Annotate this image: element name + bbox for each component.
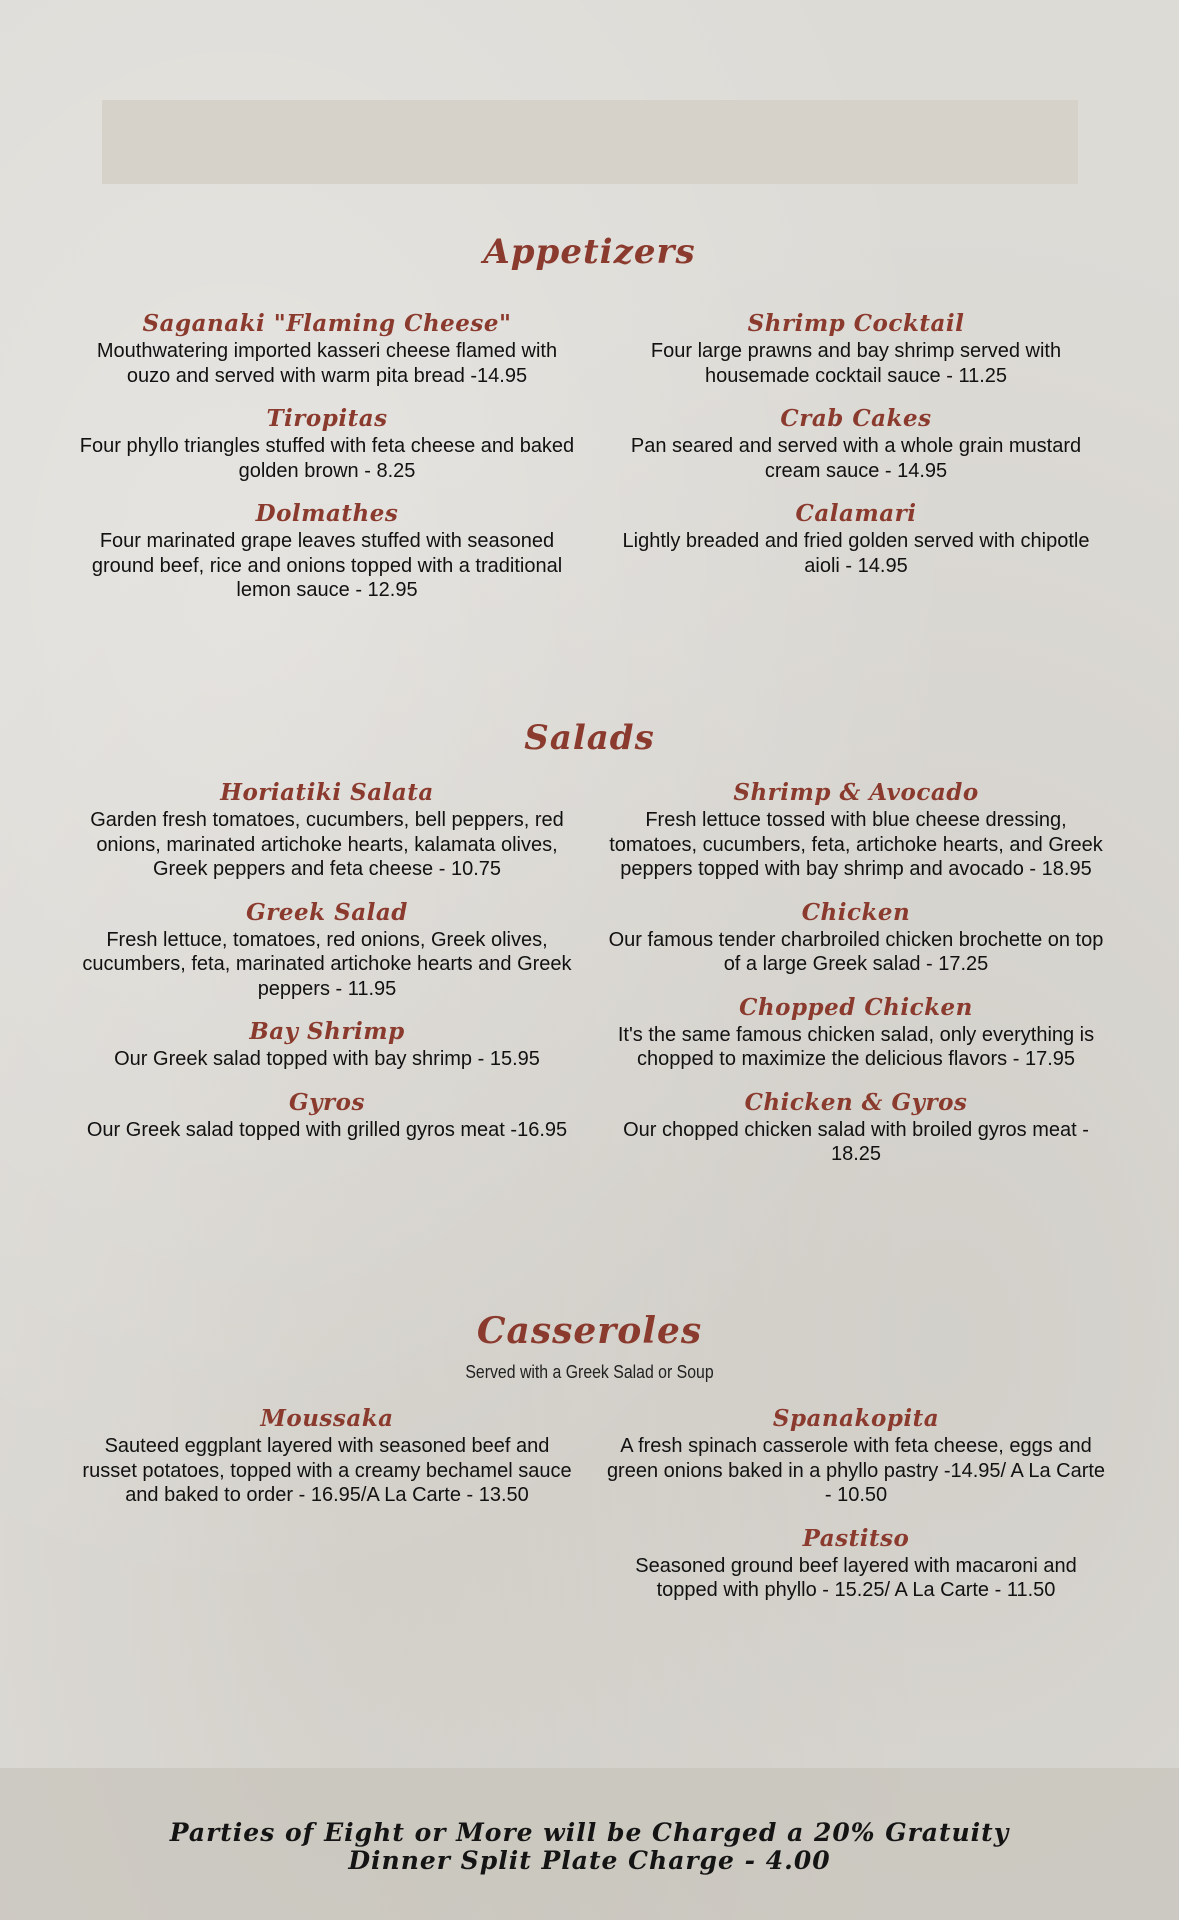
split-plate-charge: Dinner Split Plate Charge - 4.00 <box>348 1846 831 1875</box>
item-name: Chopped Chicken <box>739 993 973 1021</box>
item-description: Four phyllo triangles stuffed with feta cheese and baked golden brown - 8.25 <box>79 435 575 482</box>
item-name: Chicken <box>801 898 911 926</box>
menu-item <box>606 993 1106 1072</box>
item-description: Garden fresh tomatoes, cucumbers, bell peppers, red onions, marinated artichoke hearts, kalamata olives, Greek peppers and feta cheese - 10.75 <box>90 809 564 880</box>
item-description: Our Greek salad topped with bay shrimp - 15.95 <box>114 1048 540 1070</box>
item-description: Seasoned ground beef layered with macaroni and topped with phyllo - 15.25/ A La Carte - 11.50 <box>635 1554 1077 1601</box>
item-name: Moussaka <box>260 1405 394 1432</box>
gratuity-notice: Parties of Eight or More will be Charged a 20% Gratuity <box>169 1818 1010 1847</box>
item-description: A fresh spinach casserole with feta cheese, eggs and green onions baked in a phyllo pastry -14.95/ A La Carte - 10.50 <box>606 1435 1106 1506</box>
item-name: Spanakopita <box>772 1405 940 1432</box>
menu-item <box>606 1404 1106 1508</box>
item-name: Horiatiki Salata <box>220 779 434 806</box>
menu-item <box>77 898 577 1002</box>
salads-right-column <box>606 778 1106 1183</box>
item-description: Fresh lettuce, tomatoes, red onions, Greek olives, cucumbers, feta, marinated artichoke hearts and Greek peppers - 11.95 <box>82 928 572 1000</box>
item-description: Sauteed eggplant layered with seasoned beef and russet potatoes, topped with a creamy bechamel sauce and baked to order - 16.95/A La Carte - 13.50 <box>82 1435 572 1506</box>
item-description: Fresh lettuce tossed with blue cheese dressing, tomatoes, cucumbers, feta, artichoke hearts, and Greek peppers topped with bay shrimp and avocado - 18.95 <box>609 809 1103 880</box>
menu-item <box>606 309 1106 388</box>
menu-item <box>77 404 577 483</box>
title-banner <box>102 100 1078 184</box>
salads-heading: Salads <box>524 718 655 758</box>
item-description: Our chopped chicken salad with broiled gyros meat - 18.25 <box>623 1118 1089 1165</box>
item-description: Lightly breaded and fried golden served with chipotle aioli - 14.95 <box>622 530 1090 577</box>
appetizers-right-column <box>606 309 1106 594</box>
item-description: Pan seared and served with a whole grain mustard cream sauce - 14.95 <box>630 435 1082 482</box>
item-name: Crab Cakes <box>780 405 932 432</box>
menu-item <box>77 1017 577 1072</box>
item-description: Four marinated grape leaves stuffed with seasoned ground beef, rice and onions topped with a traditional lemon sauce - 12.95 <box>91 530 563 601</box>
salads-left-column <box>77 778 577 1158</box>
item-name: Gyros <box>289 1088 365 1116</box>
item-name: Calamari <box>795 500 917 527</box>
menu-item <box>77 1088 577 1143</box>
menu-item <box>606 1524 1106 1603</box>
item-description: Mouthwatering imported kasseri cheese flamed with ouzo and served with warm pita bread -14.95 <box>96 340 558 387</box>
item-description: It's the same famous chicken salad, only everything is chopped to maximize the delicious flavors - 17.95 <box>617 1023 1095 1070</box>
menu-item <box>77 1404 577 1508</box>
appetizers-left-column <box>77 309 577 619</box>
item-description: Our Greek salad topped with grilled gyros meat -16.95 <box>86 1118 568 1141</box>
appetizers-heading: Appetizers <box>483 232 696 272</box>
item-name: Bay Shrimp <box>249 1018 405 1045</box>
menu-item <box>77 778 577 882</box>
casseroles-left-column <box>77 1404 577 1524</box>
item-description: Our famous tender charbroiled chicken brochette on top of a large Greek salad - 17.25 <box>608 928 1104 975</box>
item-name: Shrimp & Avocado <box>733 779 979 806</box>
menu-item <box>77 499 577 603</box>
item-name: Chicken & Gyros <box>744 1088 968 1116</box>
menu-item <box>606 778 1106 882</box>
casseroles-subtitle: Served with a Greek Salad or Soup <box>465 1362 714 1382</box>
casseroles-right-column <box>606 1404 1106 1619</box>
item-name: Greek Salad <box>246 898 408 926</box>
menu-item <box>606 404 1106 483</box>
item-name: Saganaki "Flaming Cheese" <box>142 310 512 337</box>
item-name: Tiropitas <box>266 405 388 432</box>
menu-item <box>606 898 1106 977</box>
menu-item <box>77 309 577 388</box>
item-name: Shrimp Cocktail <box>747 310 965 337</box>
item-name: Dolmathes <box>255 500 399 527</box>
menu-item <box>606 499 1106 578</box>
item-name: Pastitso <box>802 1524 910 1552</box>
menu-item <box>606 1088 1106 1167</box>
casseroles-heading: Casseroles <box>476 1310 703 1352</box>
item-description: Four large prawns and bay shrimp served with housemade cocktail sauce - 11.25 <box>650 340 1062 387</box>
